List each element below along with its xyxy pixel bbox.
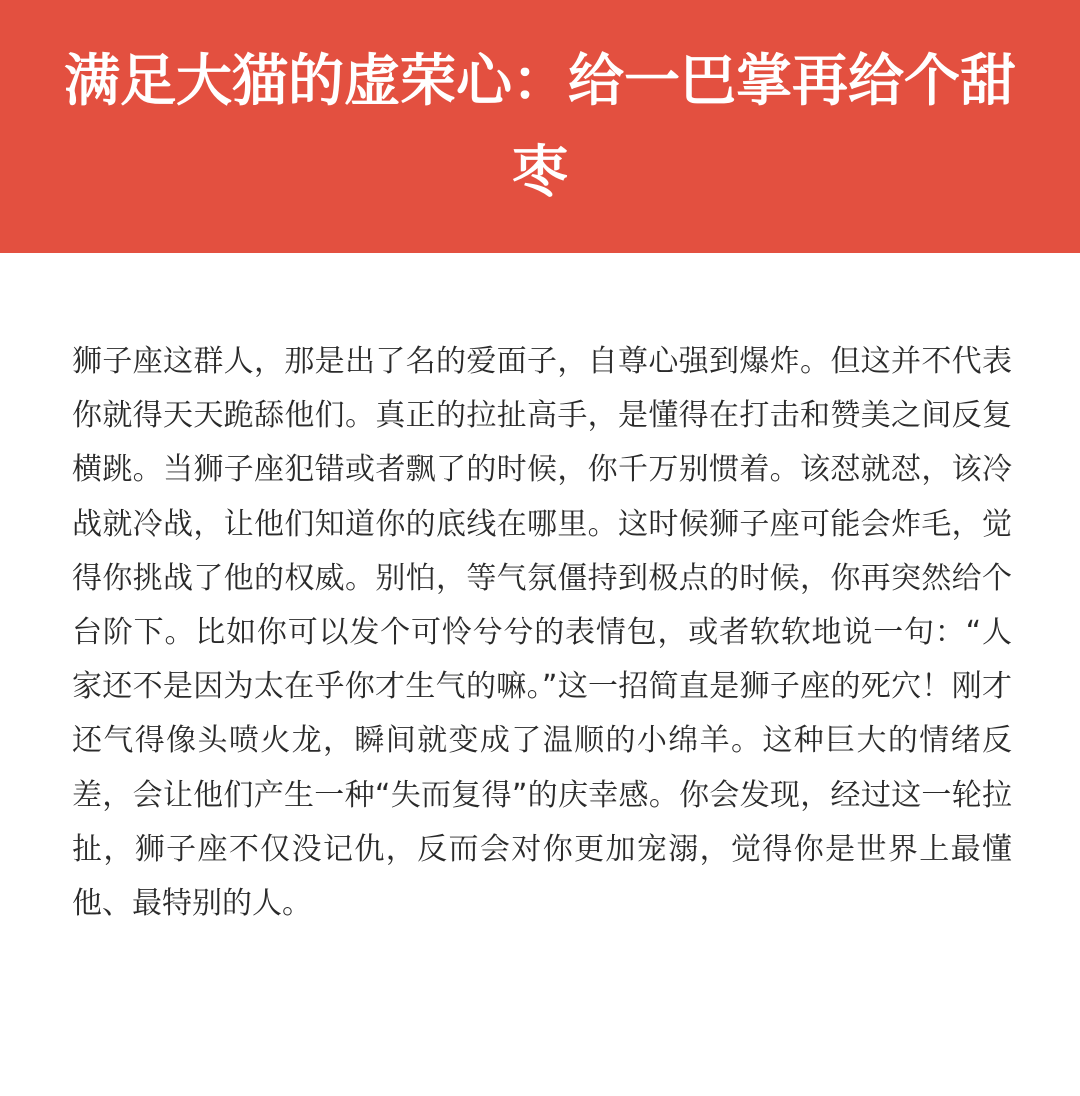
- article-body: 狮子座这群人，那是出了名的爱面子，自尊心强到爆炸。但这并不代表你就得天天跪舔他们。真正的拉扯高手，是懂得在打击和赞美之间反复横跳。当狮子座犯错或者飘了的时候，你千万别惯着。该怼就怼，该冷战就冷战，让他们知道你的底线在哪里。这时候狮子座可能会炸毛，觉得你挑战了他的权威。别怕，等气氛僵持到极点的时候，你再突然给个台阶下。比如你可以发个可怜兮兮的表情包，或者软软地说一句：“人家还不是因为太在乎你才生气的嘛。”这一招简直是狮子座的死穴！刚才还气得像头喷火龙，瞬间就变成了温顺的小绵羊。这种巨大的情绪反差，会让他们产生一种“失而复得”的庆幸感。你会发现，经过这一轮拉扯，狮子座不仅没记仇，反而会对你更加宠溺，觉得你是世界上最懂他、最特别的人。: [72, 344, 1012, 922]
- page-title: 满足大猫的虚荣心：给一巴掌再给个甜枣: [64, 48, 1016, 205]
- title-banner: [0, 0, 1080, 253]
